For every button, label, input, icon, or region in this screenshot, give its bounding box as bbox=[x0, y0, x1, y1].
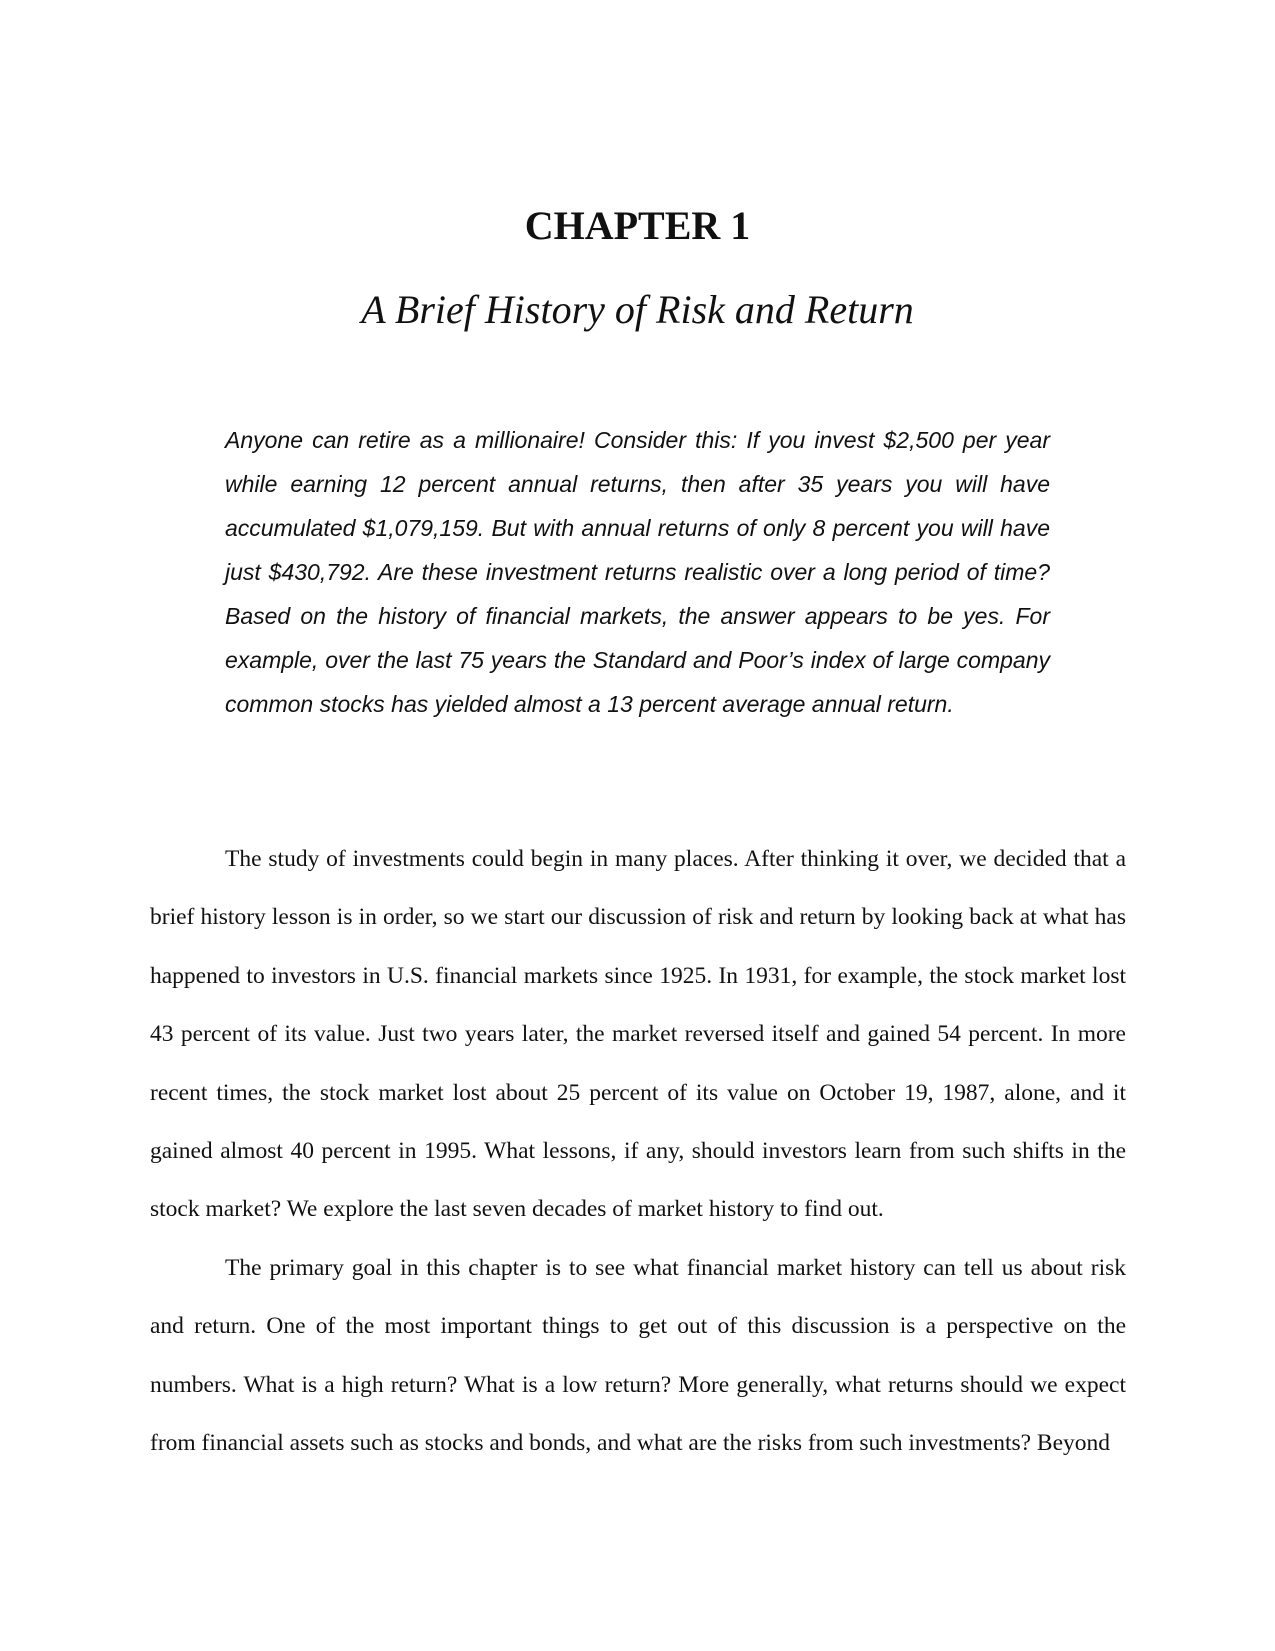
body-paragraph: The study of investments could begin in many places. After thinking it over, we decided that a brief history lesson is in order, so we start our discussion of risk and return by looking back at what has happened to investors in U.S. financial markets since 1925. In 1931, for example, the stock market lost 43 percent of its value. Just two years later, the market reversed itself and gained 54 percent. In more recent times, the stock market lost about 25 percent of its value on October 19, 1987, alone, and it gained almost 40 percent in 1995. What lessons, if any, should investors learn from such shifts in the stock market? We explore the last seven decades of market history to find out. bbox=[150, 846, 1126, 1223]
chapter-epigraph: Anyone can retire as a millionaire! Consider this: If you invest $2,500 per year while earning 12 percent annual returns, then after 35 years you will have accumulated $1,079,159. But with annual returns of only 8 percent you will have just $430,792. Are these investment returns realistic over a long period of time? Based on the history of financial markets, the answer appears to be yes. For example, over the last 75 years the Standard and Poor’s index of large company common stocks has yielded almost a 13 percent average annual return. bbox=[225, 427, 1050, 717]
chapter-title: A Brief History of Risk and Return bbox=[361, 287, 914, 332]
body-paragraph: The primary goal in this chapter is to see what financial market history can tell us about risk and return. One of the most important things to get out of this discussion is a perspective on the numbers. What is a high return? What is a low return? More generally, what returns should we expect from financial assets such as stocks and bonds, and what are the risks from such investments? Beyond bbox=[150, 1254, 1126, 1457]
body-text bbox=[150, 830, 1126, 1472]
chapter-number: CHAPTER 1 bbox=[524, 203, 751, 248]
